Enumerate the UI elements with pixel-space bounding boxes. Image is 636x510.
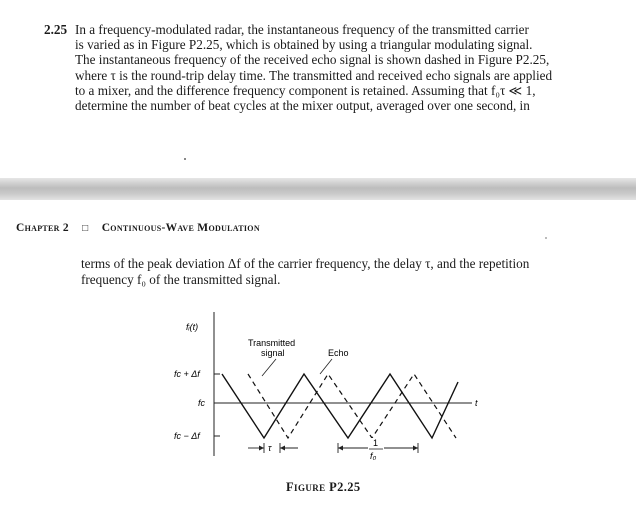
chapter-number: Chapter 2 [16, 222, 69, 234]
delay-arrowhead-left [259, 446, 264, 451]
header-bullet: □ [82, 223, 89, 234]
y-axis-label: fᵢ(t) [186, 322, 199, 332]
echo-signal-curve [248, 374, 456, 438]
problem-2-25 [44, 22, 614, 113]
problem-line: determine the number of beat cycles at the mixer output, averaged over one second, in [75, 98, 530, 114]
continuation-line: frequency f₀ of the transmitted signal. [81, 271, 281, 287]
problem-line: is varied as in Figure P2.25, which is obtained by using a triangular modulating signal. [75, 37, 533, 53]
period-arrowhead-right [413, 446, 418, 451]
period-numerator: 1 [373, 438, 379, 448]
page-break-gutter [0, 178, 636, 200]
problem-line: where τ is the round-trip delay time. The transmitted and received echo signals are applied [75, 67, 553, 83]
level-high-label: fc + Δf [174, 369, 200, 379]
period-denominator: f₀ [370, 451, 377, 461]
echo-label: Echo [328, 348, 349, 358]
upper-page [0, 0, 636, 178]
delay-label: τ [268, 443, 272, 453]
problem-number: 2.25 [44, 22, 68, 37]
problem-line: In a frequency-modulated radar, the instantaneous frequency of the transmitted carrier [75, 22, 529, 37]
figure-caption: Figure P2.25 [286, 480, 361, 494]
x-axis-label: t [475, 398, 478, 408]
continuation-line: terms of the peak deviation Δf of the carrier frequency, the delay τ, and the repetition [81, 256, 530, 271]
problem-line: to a mixer, and the difference frequency component is retained. Assuming that f₀τ ≪ 1, [75, 82, 536, 98]
transmitted-pointer [262, 359, 276, 376]
level-low-label: fc − Δf [174, 431, 200, 441]
echo-pointer [320, 359, 332, 374]
transmitted-label: Transmitted [248, 338, 296, 348]
figure-p2-25 [160, 308, 490, 478]
period-arrowhead-left [338, 446, 343, 451]
chapter-running-header [16, 222, 260, 234]
scan-speck [184, 158, 186, 160]
chapter-title: Continuous-Wave Modulation [101, 222, 260, 234]
problem-line: The instantaneous frequency of the received echo signal is shown dashed in Figure P2.25, [75, 52, 550, 68]
transmitted-signal-curve [222, 374, 458, 438]
signal-label: signal [261, 348, 285, 358]
problem-text [75, 22, 614, 113]
problem-continuation [81, 256, 611, 287]
level-mid-label: fc [198, 398, 206, 408]
scan-speck [545, 237, 547, 239]
frequency-diagram [160, 308, 490, 478]
